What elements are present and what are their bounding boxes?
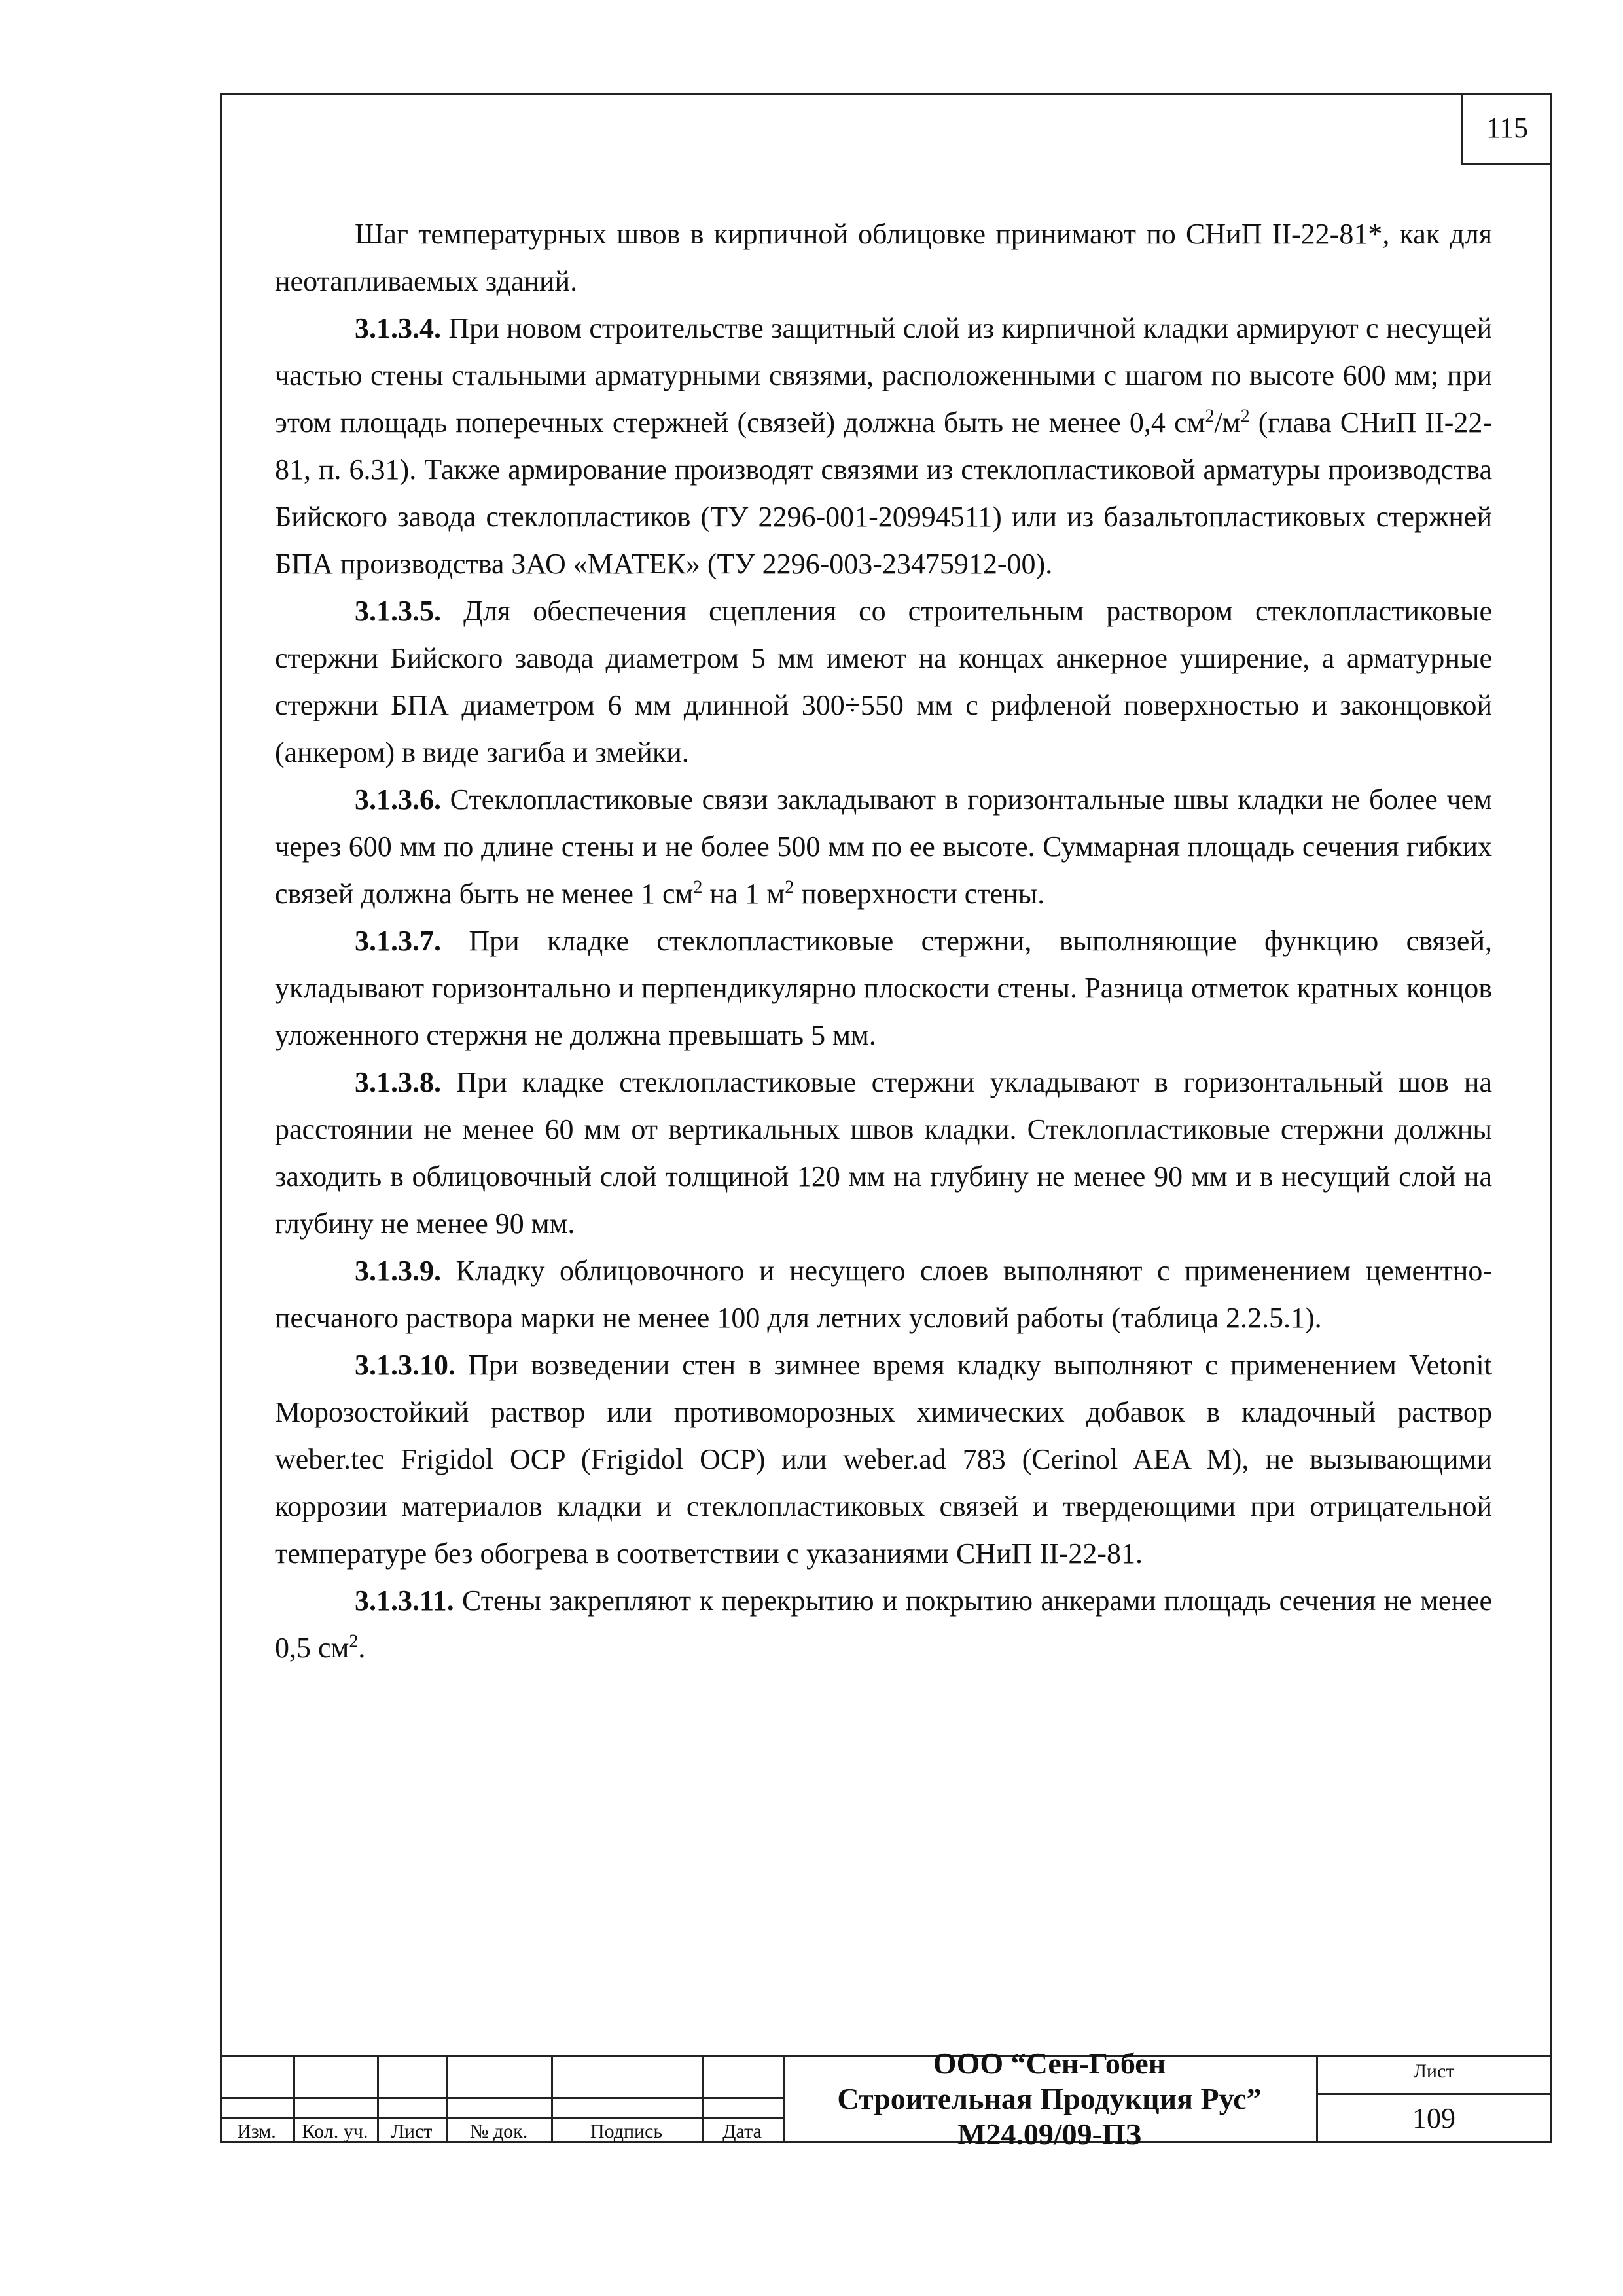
stamp-label-izm: Изм. <box>237 2121 276 2142</box>
stamp-line <box>220 2117 783 2119</box>
clause-number: 3.1.3.6. <box>355 783 441 816</box>
clause-number: 3.1.3.10. <box>355 1349 455 1381</box>
document-code: М24.09/09-ПЗ <box>957 2117 1142 2151</box>
document-body <box>275 211 1492 1672</box>
clause-number: 3.1.3.8. <box>355 1066 441 1098</box>
paragraph-3-1-3-10: 3.1.3.10. При возведении стен в зимнее время кладку выполняют с применением Vetonit Морозостойкий раствор или противоморозных химических добавок в кладочный раствор weber.tec Frigidol OCP (Frigidol OCP) или weber.ad 783 (Cerinol AEA M), не вызывающими коррозии материалов кладки и стеклопластиковых связей и твердеющими при отрицательной температуре без обогрева в соответствии с указаниями СНиП II-22-81. <box>275 1349 1492 1570</box>
sheet-label: Лист <box>1413 2060 1455 2082</box>
stamp-label-kol-uch: Кол. уч. <box>302 2121 368 2142</box>
company-name-line1: ООО “Сен-Гобен <box>933 2047 1166 2080</box>
paragraph-3-1-3-4: 3.1.3.4. При новом строительстве защитный слой из кирпичной кладки армируют с несущей частью стены стальными арматурными связями, расположенными с шагом по высоте 600 мм; при этом площадь поперечных стержней (связей) должна быть не менее 0,4 $см^2/м^2$ (глава СНиП II-22-81, п. 6.31). Также армирование производят связями из стеклопластиковой арматуры производства Бийского завода стеклопластиков (ТУ 2296-001-20994511) или из базальтопластиковых стержней БПА производства ЗАО «МАТЕК» (ТУ 2296-003-23475912-00). <box>275 312 1492 580</box>
clause-number: 3.1.3.11. <box>355 1585 454 1617</box>
clause-number: 3.1.3.5. <box>355 595 441 627</box>
paragraph-3-1-3-6: 3.1.3.6. Стеклопластиковые связи закладывают в горизонтальные швы кладки не более чем через 600 мм по длине стены и не более 500 мм по ее высоте. Суммарная площадь сечения гибких связей должна быть не менее 1 $см^2$ на 1 $м^2$ поверхности стены. <box>275 783 1492 910</box>
paragraph-3-1-3-11: 3.1.3.11. Стены закрепляют к перекрытию и покрытию анкерами площадь сечения не менее 0,5 $см^2$. <box>275 1585 1492 1664</box>
clause-number: 3.1.3.4. <box>355 312 441 344</box>
paragraph-3-1-3-8: 3.1.3.8. При кладке стеклопластиковые стержни укладывают в горизонтальный шов на расстоянии не менее 60 мм от вертикальных швов кладки. Стеклопластиковые стержни должны заходить в облицовочный слой толщиной 120 мм на глубину не менее 90 мм и в несущий слой на глубину не менее 90 мм. <box>275 1066 1492 1240</box>
title-block <box>220 2047 1552 2151</box>
stamp-line <box>220 2097 783 2099</box>
stamp-label-date: Дата <box>722 2121 762 2142</box>
stamp-label-signature: Подпись <box>590 2121 663 2142</box>
sheet-number: 109 <box>1412 2102 1455 2134</box>
paragraph-3-1-3-5: 3.1.3.5. Для обеспечения сцепления со строительным раствором стеклопластиковые стержни Бийского завода диаметром 5 мм имеют на концах анкерное уширение, а арматурные стержни БПА диаметром 6 мм длинной 300÷550 мм с рифленой поверхностью и законцовкой (анкером) в виде загиба и змейки. <box>275 595 1492 768</box>
clause-number: 3.1.3.9. <box>355 1255 441 1287</box>
clause-number: 3.1.3.7. <box>355 925 441 957</box>
paragraph: Шаг температурных швов в кирпичной облицовке принимают по СНиП II-22-81*, как для неотапливаемых зданий. <box>275 218 1492 297</box>
stamp-label-list: Лист <box>391 2121 433 2142</box>
paragraph-3-1-3-9: 3.1.3.9. Кладку облицовочного и несущего слоев выполняют с применением цементно-песчаного раствора марки не менее 100 для летних условий работы (таблица 2.2.5.1). <box>275 1255 1492 1334</box>
company-name-line2: Строительная Продукция Рус” <box>837 2082 1262 2115</box>
page-number: 115 <box>1461 93 1552 165</box>
paragraph-3-1-3-7: 3.1.3.7. При кладке стеклопластиковые стержни, выполняющие функцию связей, укладывают горизонтально и перпендикулярно плоскости стены. Разница отметок кратных концов уложенного стержня не должна превышать 5 мм. <box>275 925 1492 1051</box>
company-block <box>783 2047 1316 2151</box>
stamp-label-doc-no: № док. <box>469 2121 528 2142</box>
